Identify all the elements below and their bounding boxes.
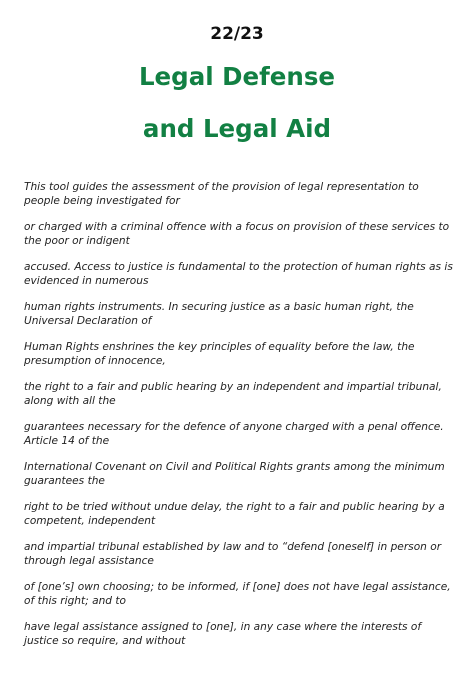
page-number: 22/23 [210,24,264,44]
paragraph: or charged with a criminal offence with a focus on provision of these services to the poor or indigent [24,221,450,247]
paragraph: This tool guides the assessment of the provision of legal representation to people being investigated for [24,181,419,207]
paragraph: right to be tried without undue delay, the right to a fair and public hearing by a competent, independent [24,501,445,527]
title-line-2: and Legal Aid [142,114,332,143]
paragraph: the right to a fair and public hearing by an independent and impartial tribunal, along with all the [24,381,442,407]
paragraph: accused. Access to justice is fundamental to the protection of human rights as is evidenced in numerous [24,261,453,287]
paragraph: Human Rights enshrines the key principles of equality before the law, the presumption of innocence, [24,341,415,367]
paragraph: International Covenant on Civil and Political Rights grants among the minimum guarantees the [24,461,445,487]
paragraph: guarantees necessary for the defence of anyone charged with a penal offence. Article 14 of the [24,421,444,447]
body-text [24,180,456,660]
paragraph: human rights instruments. In securing justice as a basic human right, the Universal Declaration of [24,301,414,327]
paragraph: have legal assistance assigned to [one], in any case where the interests of justice so require, and without [24,621,422,647]
paragraph: and impartial tribunal established by law and to “defend [oneself] in person or through legal assistance [24,541,442,567]
title-line-1: Legal Defense [138,62,336,91]
paragraph: of [one’s] own choosing; to be informed, if [one] does not have legal assistance, of this right; and to [24,581,451,607]
